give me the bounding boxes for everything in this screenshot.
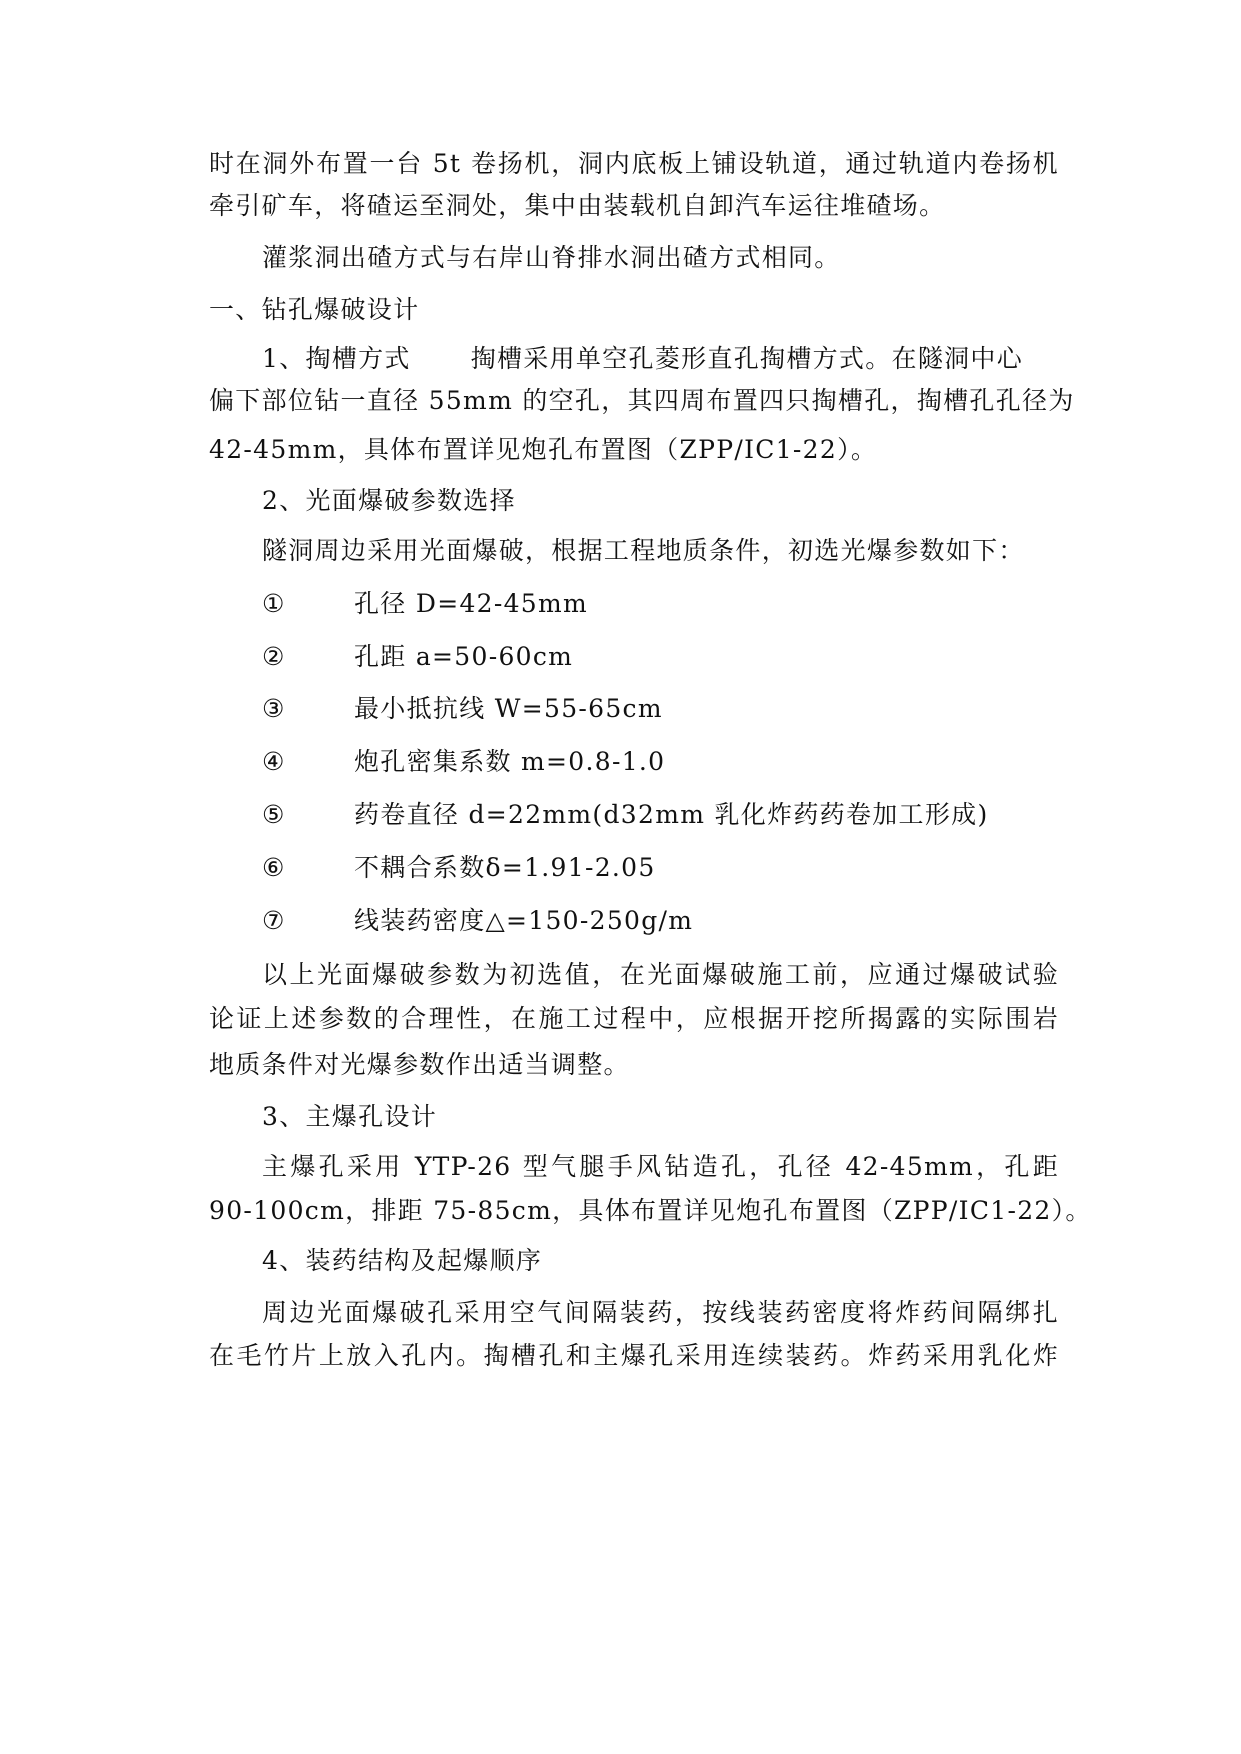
param-number: ③ xyxy=(262,694,286,723)
paragraph-line: 论证上述参数的合理性，在施工过程中，应根据开挖所揭露的实际围岩 xyxy=(209,1004,1059,1033)
paragraph-line: 主爆孔采用 YTP-26 型气腿手风钻造孔，孔径 42-45mm，孔距 xyxy=(262,1152,1059,1181)
paragraph-text: 掏槽采用单空孔菱形直孔掏槽方式。在隧洞中心 xyxy=(470,344,1024,373)
param-item xyxy=(262,747,1112,777)
subsection-heading: 3、主爆孔设计 xyxy=(262,1102,438,1131)
paragraph-line: 偏下部位钻一直径 55mm 的空孔，其四周布置四只掏槽孔，掏槽孔孔径为 xyxy=(209,386,1075,415)
paragraph-line: 时在洞外布置一台 5t 卷扬机，洞内底板上铺设轨道，通过轨道内卷扬机 xyxy=(209,149,1059,178)
param-item xyxy=(262,642,1112,672)
param-text: 孔径 D=42-45mm xyxy=(354,589,589,618)
param-item xyxy=(262,853,1112,883)
param-number: ④ xyxy=(262,747,286,776)
param-text: 线装药密度△=150-250g/m xyxy=(354,906,694,935)
param-item xyxy=(262,800,1112,830)
paragraph-line: 隧洞周边采用光面爆破，根据工程地质条件，初选光爆参数如下： xyxy=(262,536,1025,565)
param-text: 孔距 a=50-60cm xyxy=(354,642,574,671)
subsection-line xyxy=(262,344,1059,374)
param-text: 不耦合系数δ=1.91-2.05 xyxy=(354,853,656,882)
section-title: 一、钻孔爆破设计 xyxy=(209,295,420,324)
subsection-heading: 2、光面爆破参数选择 xyxy=(262,486,516,515)
param-text: 药卷直径 d=22mm(d32mm 乳化炸药药卷加工形成) xyxy=(354,800,989,829)
paragraph-line: 灌浆洞出碴方式与右岸山脊排水洞出碴方式相同。 xyxy=(262,243,841,272)
param-number: ⑥ xyxy=(262,853,286,882)
param-item xyxy=(262,694,1112,724)
paragraph-line: 以上光面爆破参数为初选值，在光面爆破施工前，应通过爆破试验 xyxy=(262,960,1059,989)
param-number: ① xyxy=(262,589,286,618)
paragraph-line: 地质条件对光爆参数作出适当调整。 xyxy=(209,1050,630,1079)
paragraph-line: 牵引矿车，将碴运至洞处，集中由装载机自卸汽车运往堆碴场。 xyxy=(209,191,946,220)
paragraph-line: 90-100cm，排距 75-85cm，具体布置详见炮孔布置图（ZPP/IC1-22）。 xyxy=(209,1196,1092,1225)
subsection-heading: 4、装药结构及起爆顺序 xyxy=(262,1246,543,1275)
paragraph-line: 在毛竹片上放入孔内。掏槽孔和主爆孔采用连续装药。炸药采用乳化炸 xyxy=(209,1341,1059,1370)
paragraph-line: 42-45mm，具体布置详见炮孔布置图（ZPP/IC1-22）。 xyxy=(209,435,878,464)
subsection-heading: 1、掏槽方式 xyxy=(262,344,411,373)
param-text: 炮孔密集系数 m=0.8-1.0 xyxy=(354,747,666,776)
param-number: ⑤ xyxy=(262,800,286,829)
paragraph-line: 周边光面爆破孔采用空气间隔装药，按线装药密度将炸药间隔绑扎 xyxy=(262,1298,1059,1327)
param-number: ② xyxy=(262,642,286,671)
param-item xyxy=(262,906,1112,936)
param-number: ⑦ xyxy=(262,906,286,935)
param-item xyxy=(262,589,1112,619)
param-text: 最小抵抗线 W=55-65cm xyxy=(354,694,663,723)
